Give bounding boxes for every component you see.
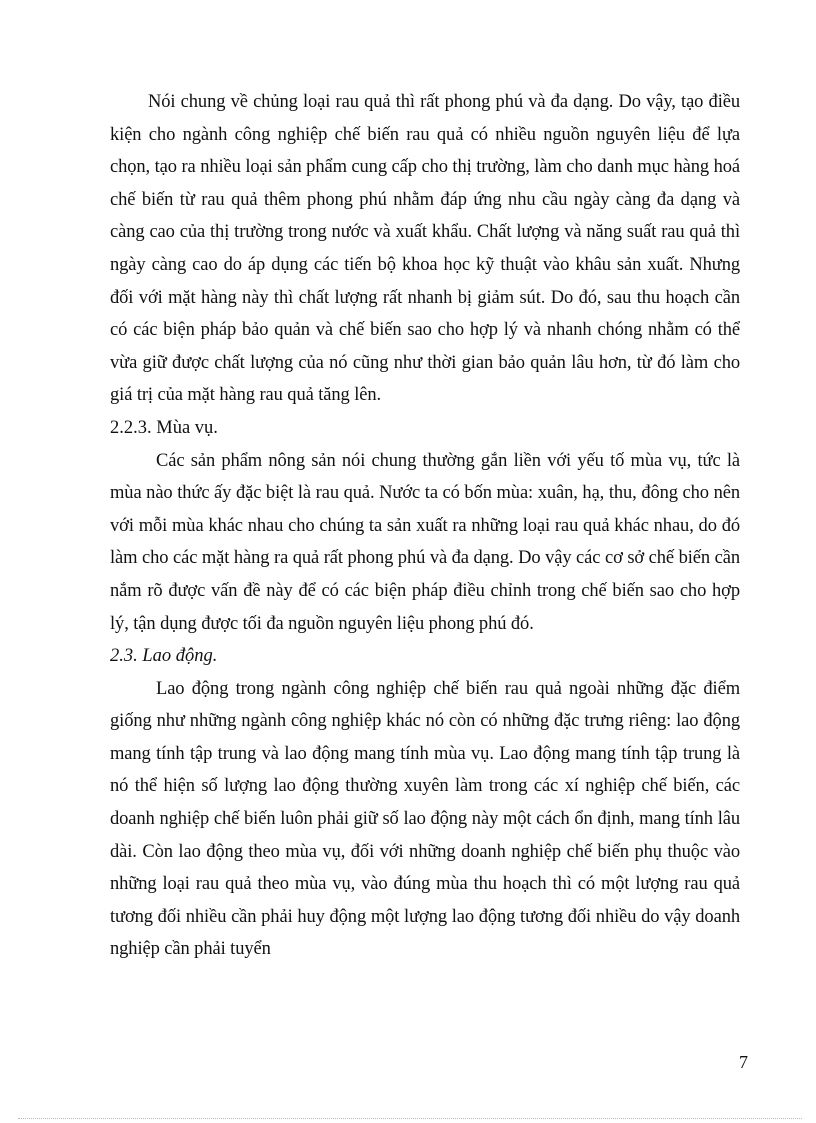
document-page <box>110 86 740 966</box>
section-heading-labor: 2.3. Lao động. <box>110 646 218 667</box>
page-number: 7 <box>739 1052 748 1072</box>
paragraph-labor: Lao động trong ngành công nghiệp chế biến rau quả ngoài những đặc điểm giống như những ngành công nghiệp khác nó còn có những đặc trưng riêng: lao động mang tính tập trung và lao động mang tính mùa vụ. Lao động mang tính tập trung là nó thể hiện số lượng lao động thường xuyên làm trong các xí nghiệp chế biến, các doanh nghiệp chế biến luôn phải giữ số lao động này một cách ổn định, mang tính lâu dài. Còn lao động theo mùa vụ, đối với những doanh nghiệp chế biến phụ thuộc vào những loại rau quả theo mùa vụ, vào đúng mùa thu hoạch thì có một lượng rau quả tương đối nhiều cần phải huy động một lượng lao động tương đối nhiều do vậy doanh nghiệp cần phải tuyển <box>110 678 740 960</box>
paragraph-fruit-variety: Nói chung về chủng loại rau quả thì rất phong phú và đa dạng. Do vậy, tạo điều kiện cho ngành công nghiệp chế biến rau quả có nhiều nguồn nguyên liệu để lựa chọn, tạo ra nhiều loại sản phẩm cung cấp cho thị trường, làm cho danh mục hàng hoá chế biến từ rau quả thêm phong phú nhằm đáp ứng nhu cầu ngày càng đa dạng và càng cao của thị trường trong nước và xuất khẩu. Chất lượng và năng suất rau quả thì ngày càng cao do áp dụng các tiến bộ khoa học kỹ thuật vào khâu sản xuất. Nhưng đối với mặt hàng này thì chất lượng rất nhanh bị giảm sút. Do đó, sau thu hoạch cần có các biện pháp bảo quản và chế biến sao cho hợp lý và nhanh chóng nhằm có thể vừa giữ được chất lượng của nó cũng như thời gian bảo quản lâu hơn, từ đó làm cho giá trị của mặt hàng rau quả tăng lên. <box>110 92 740 406</box>
paragraph-season: Các sản phẩm nông sản nói chung thường gắn liền với yếu tố mùa vụ, tức là mùa nào thức ấy đặc biệt là rau quả. Nước ta có bốn mùa: xuân, hạ, thu, đông cho nên với mỗi mùa khác nhau cho chúng ta sản xuất ra những loại rau quả khác nhau, do đó làm cho các mặt hàng ra quả rất phong phú và đa dạng. Do vậy các cơ sở chế biến cần nắm rõ được vấn đề này để có các biện pháp điều chỉnh trong chế biến sao cho hợp lý, tận dụng được tối đa nguồn nguyên liệu phong phú đó. <box>110 450 740 634</box>
footer-divider <box>18 1118 802 1119</box>
section-heading-season: 2.2.3. Mùa vụ. <box>110 417 218 438</box>
